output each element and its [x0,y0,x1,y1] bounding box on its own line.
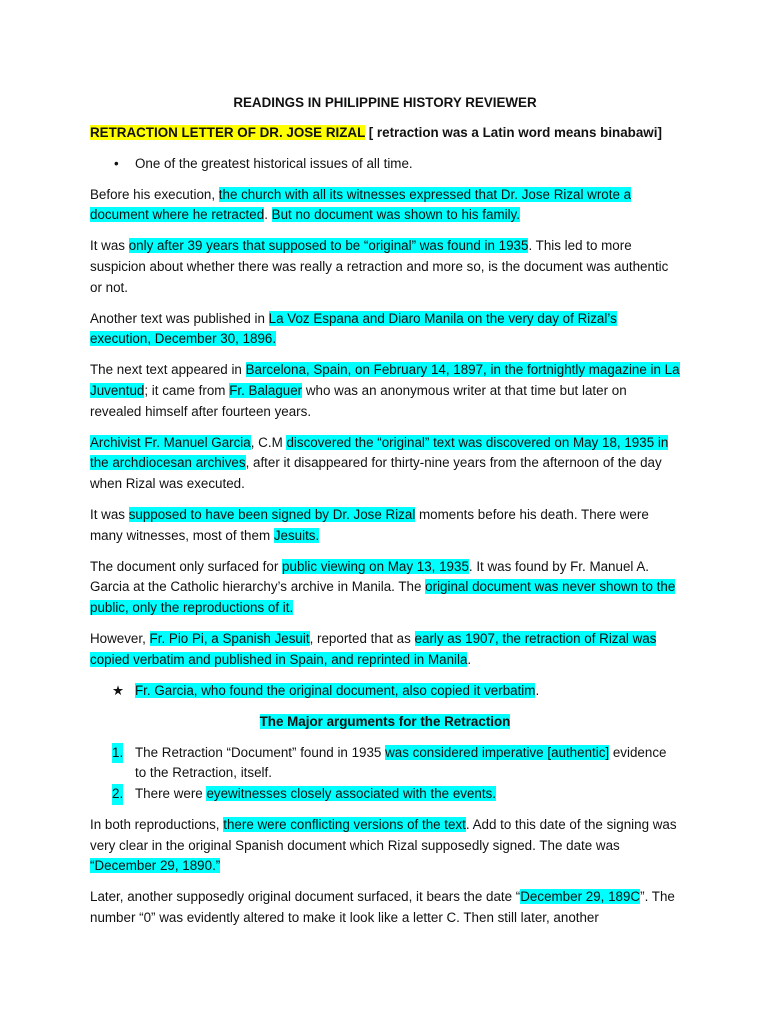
paragraph-6 [90,505,680,546]
highlight-run: Fr. Balaguer [229,383,303,399]
list-number: 2. [112,784,123,805]
highlight-run: Barcelona, Spain, on February 14, 1897, in the fortnightly magazine in La Juventud [90,362,680,399]
highlight-run: But no document was shown to his family. [271,207,520,223]
text-run: . Add to this date of the signing was very clear in the original Spanish document which Rizal supposedly signed. The date was [90,817,677,853]
text-run: evidence to the Retraction, itself. [135,744,667,781]
highlight-run: discovered the “original” text was discovered on May 18, 1935 in the archdiocesan archives [90,434,669,471]
document-body [90,93,680,939]
text-run: Later, another supposedly original document surfaced, it bears the date “ [90,889,521,905]
highlight-run: La Voz Espana and Diaro Manila on the very day of Rizal’s execution, December 30, 1896. [90,310,617,347]
text-run: There were [135,786,207,802]
text-run: It was [90,238,129,254]
numbered-list [90,743,680,805]
highlight-run: Jesuits. [273,527,320,543]
highlight-run: Archivist Fr. Manuel Garcia [90,434,251,450]
retraction-heading-highlight: RETRACTION LETTER OF DR. JOSE RIZAL [90,124,366,140]
text-run: The next text appeared in [90,362,246,378]
highlight-run: “December 29, 1890.” [90,858,221,874]
section-heading [90,712,680,733]
text-run: In both reproductions, [90,817,224,833]
highlight-run: original document was never shown to the public, only the reproductions of it. [90,579,676,615]
text-run: Another text was published in [90,310,269,326]
highlight-run: only after 39 years that supposed to be “original” was found in 1935 [128,238,529,254]
text-run: The Retraction “Document” found in 1935 [135,744,386,760]
star-item [90,681,680,702]
star-icon: ★ [112,682,125,698]
paragraph-1 [90,185,680,226]
text-run: ; it came from [144,383,230,399]
paragraph-3 [90,309,680,350]
list-item [90,784,680,805]
highlight-run: was considered imperative [authentic] [385,744,610,760]
highlight-run: there were conflicting versions of the text [223,817,466,833]
list-number: 1. [112,743,123,764]
text-run: It was [90,507,129,522]
text-run: . [535,682,540,698]
paragraph-10 [90,887,680,928]
text-run: . [467,651,472,667]
text-run: , reported that as [309,630,415,646]
paragraph-2 [90,236,680,298]
text-run: . [264,207,272,223]
document-title: READINGS IN PHILIPPINE HISTORY REVIEWER [233,95,537,110]
highlight-run: December 29, 189C [520,889,641,905]
highlight-run: supposed to have been signed by Dr. Jose Rizal [128,507,416,522]
highlight-run: early as 1907, the retraction of Rizal was copied verbatim and published in Spain, and reprinted in Manila [90,630,657,667]
paragraph-8 [90,629,680,670]
text-run: . This led to more suspicion about whether there was really a retraction and more so, is the document was authentic or not. [90,238,669,295]
bullet-marker: • [114,155,119,171]
text-run: , after it disappeared for thirty-nine years from the afternoon of the day when Rizal was executed. [90,455,662,491]
text-run: The document only surfaced for [90,558,283,574]
highlight-run: Fr. Garcia, who found the original document, also copied it verbatim [135,682,536,698]
highlight-run: Fr. Pio Pi, a Spanish Jesuit [149,630,310,646]
text-run: . It was found by Fr. Manuel A. Garcia at the Catholic hierarchy’s archive in Manila. The [90,558,650,595]
paragraph-9 [90,815,680,877]
text-run: Before his execution, [90,186,219,202]
text-run: who was an anonymous writer at that time but later on revealed himself after fourteen years. [90,383,627,419]
text-run: moments before his death. There were many witnesses, most of them [90,507,649,543]
text-run: ”. The number “0” was evidently altered to make it look like a letter C. Then still later, another [90,889,675,925]
bullet-text: One of the greatest historical issues of all time. [135,155,413,171]
highlight-run: eyewitnesses closely associated with the events. [206,786,496,802]
bullet-item [90,154,680,175]
paragraph-5 [90,433,680,495]
section-heading-highlight: The Major arguments for the Retraction [259,713,511,729]
highlight-run: the church with all its witnesses expressed that Dr. Jose Rizal wrote a document where he retracted [90,186,632,223]
text-run: , C.M [250,434,287,450]
paragraph-7 [90,557,680,619]
highlight-run: public viewing on May 13, 1935 [282,558,469,574]
list-item [90,743,680,784]
paragraph-4 [90,360,680,422]
retraction-heading-note: [ retraction was a Latin word means binabawi] [365,124,662,140]
retraction-heading [90,123,680,144]
text-run: However, [90,630,150,646]
